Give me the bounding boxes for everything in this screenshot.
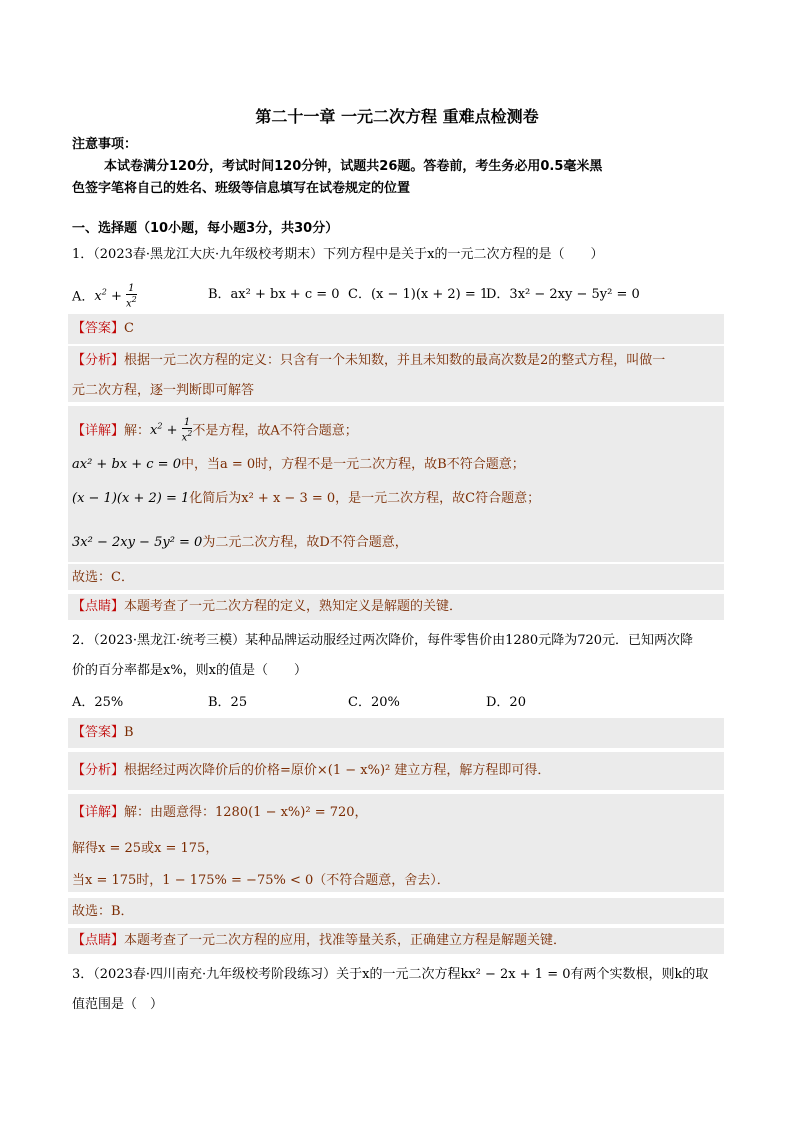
- q2-detail-line-2: 解得x = 25或x = 175，: [72, 841, 219, 856]
- answer-tag: 【答案】: [72, 725, 125, 740]
- point-text: 本题考查了一元二次方程的应用，找准等量关系，正确建立方程是解题关键．: [124, 933, 567, 948]
- analysis-text: 根据一元二次方程的定义：只含有一个未知数，并且未知数的最高次数是2的整式方程，叫做一: [124, 353, 666, 368]
- detail-text: 解：由题意得：1280(1 − x%)² = 720，: [124, 805, 368, 820]
- q2-stem-line-1: 2．（2023·黑龙江·统考三模）某种品牌运动服经过两次降价，每件零售价由1280元降为720元．已知两次降: [72, 633, 694, 648]
- q2-detail-line-1: [72, 804, 368, 822]
- analysis-tag: 【分析】: [72, 353, 125, 368]
- q1-choice: 故选：C．: [72, 570, 134, 585]
- q1-analysis-line-2: 元二次方程，逐一判断即可解答: [72, 383, 255, 398]
- q1-detail-line-1: 【详解】解：$x^2$ + $\frac{1}{x^2}$ 不是方程，故A不符合题意；: [72, 417, 358, 444]
- detail-math: (x − 1)(x + 2) = 1: [72, 491, 190, 506]
- q1-answer: [72, 320, 134, 338]
- analysis-tag: 【分析】: [72, 763, 125, 778]
- detail-fraction: $\frac{1}{x^2}$: [181, 417, 193, 444]
- q1-choice-block: [68, 564, 724, 590]
- q2-choice: 故选：B．: [72, 904, 134, 919]
- q1-detail-line-4: [72, 534, 408, 552]
- notice-heading: 注意事项：: [72, 137, 138, 152]
- q1-option-b: B．ax² + bx + c = 0: [208, 287, 340, 302]
- q1-answer-block: [68, 314, 724, 344]
- q1-option-a-label: A．: [72, 289, 95, 305]
- analysis-text: 根据经过两次降价后的价格=原价×(1 − x%)² 建立方程，解方程即可得．: [124, 763, 551, 778]
- q3-stem-line-2: 值范围是（ ）: [72, 997, 164, 1012]
- q2-option-b: B．25: [208, 695, 248, 710]
- q2-option-d: D．20: [486, 695, 526, 710]
- point-text: 本题考查了一元二次方程的定义，熟知定义是解题的关键．: [124, 599, 463, 614]
- notice-line-2: 色签字笔将自己的姓名、班级等信息填写在试卷规定的位置: [72, 181, 411, 196]
- q1-point: [72, 598, 462, 616]
- q1-stem: 1．（2023春·黑龙江大庆·九年级校考期末）下列方程中是关于x的一元二次方程的是（ ）: [72, 247, 604, 262]
- q2-analysis: [72, 762, 550, 780]
- detail-math: ax² + bx + c = 0: [72, 457, 181, 472]
- detail-prefix: 解：: [124, 423, 151, 439]
- detail-text: 为二元二次方程，故D不符合题意，: [202, 535, 408, 550]
- answer-value: B: [124, 725, 134, 740]
- q2-detail-line-3: 当x = 175时，1 − 175% = −75% < 0（不符合题意，舍去）．: [72, 873, 450, 888]
- q1-option-d: D．3x² − 2xy − 5y² = 0: [486, 287, 640, 302]
- detail-math: 3x² − 2xy − 5y² = 0: [72, 535, 203, 550]
- detail-text: 中，当a = 0时，方程不是一元二次方程，故B不符合题意；: [180, 457, 525, 472]
- q1-option-a-fraction: $\frac{1}{x^2}$: [126, 283, 137, 310]
- answer-value: C: [124, 321, 134, 336]
- detail-text: 不是方程，故A不符合题意；: [192, 423, 358, 439]
- point-tag: 【点睛】: [72, 933, 125, 948]
- detail-tag: 【详解】: [72, 805, 125, 820]
- answer-tag: 【答案】: [72, 321, 125, 336]
- q2-choice-block: [68, 898, 724, 924]
- q1-analysis-line-1: [72, 352, 665, 370]
- page-title: 第二十一章 一元二次方程 重难点检测卷: [255, 107, 539, 126]
- section-heading: 一、选择题（10小题，每小题3分，共30分）: [72, 221, 339, 236]
- q2-point: [72, 932, 566, 950]
- q1-detail-line-3: [72, 490, 540, 508]
- q1-option-a: A．$x^2$ + $\frac{1}{x^2}$: [72, 283, 137, 310]
- detail-text: 化简后为x² + x − 3 = 0，是一元二次方程，故C符合题意；: [189, 491, 541, 506]
- q2-option-a: A．25%: [72, 695, 124, 710]
- q2-stem-line-2: 价的百分率都是x%，则x的值是（ ）: [72, 663, 308, 678]
- notice-line-1: 本试卷满分120分，考试时间120分钟，试题共26题。答卷前，考生务必用0.5毫米黑: [104, 159, 603, 174]
- q2-answer: [72, 724, 134, 742]
- point-tag: 【点睛】: [72, 599, 125, 614]
- q2-answer-block: [68, 718, 724, 748]
- q3-stem-line-1: 3．（2023春·四川南充·九年级校考阶段练习）关于x的一元二次方程kx² − 2x + 1 = 0有两个实数根，则k的取: [72, 967, 709, 982]
- q1-detail-line-2: [72, 456, 525, 474]
- detail-tag: 【详解】: [72, 423, 125, 439]
- q2-option-c: C．20%: [348, 695, 400, 710]
- q1-option-c: C．(x − 1)(x + 2) = 1: [348, 287, 489, 302]
